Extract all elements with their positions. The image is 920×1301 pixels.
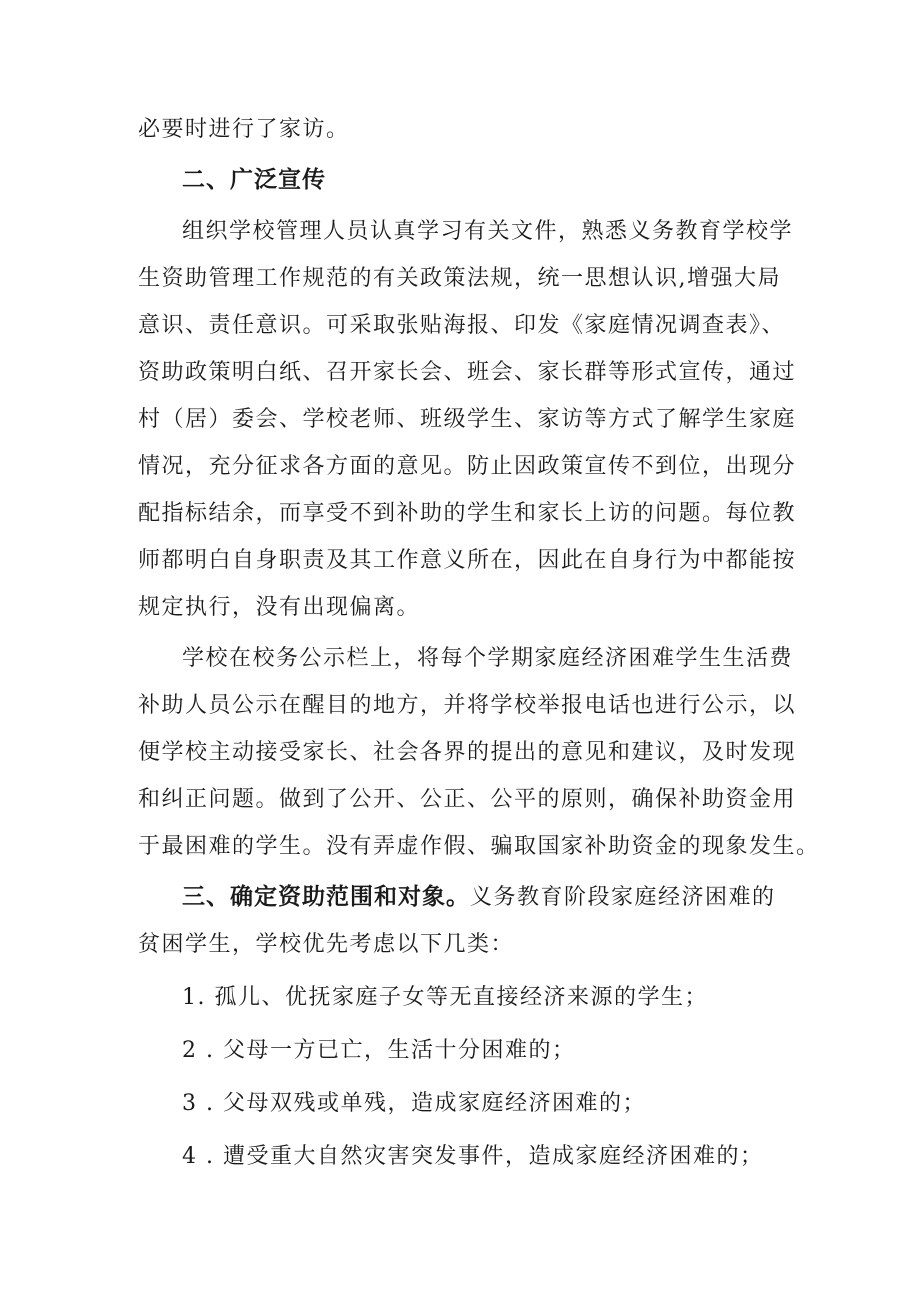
paragraph-line: 便学校主动接受家长、社会各界的提出的意见和建议，及时发现 (138, 740, 797, 765)
paragraph-line: 和纠正问题。做到了公开、公正、公平的原则，确保补助资金用 (138, 787, 797, 812)
list-item: 1. 孤儿、优抚家庭子女等无直接经济来源的学生； (182, 985, 708, 1010)
paragraph-line: 规定执行，没有出现偏离。 (138, 595, 421, 620)
section-2-paragraph-2 (138, 635, 820, 870)
section-3-heading: 三、确定资助范围和对象。 (182, 884, 470, 910)
section-3-lead-line (138, 874, 782, 921)
paragraph-line: 组织学校管理人员认真学习有关文件，熟悉义务教育学校学 (182, 219, 794, 244)
intro-line: 必要时进行了家访。 (138, 117, 350, 142)
section-3-line-2: 贫困学生，学校优先考虑以下几类： (138, 932, 515, 957)
paragraph-line: 村（居）委会、学校老师、班级学生、家访等方式了解学生家庭 (138, 407, 797, 432)
section-2-paragraph-1 (138, 208, 797, 631)
paragraph-line: 于最困难的学生。没有弄虚作假、骗取国家补助资金的现象发生。 (138, 834, 820, 859)
paragraph-line: 配指标结余，而享受不到补助的学生和家长上访的问题。每位教 (138, 501, 797, 526)
paragraph-line: 情况，充分征求各方面的意见。防止因政策宣传不到位，出现分 (138, 454, 797, 479)
paragraph-line: 生资助管理工作规范的有关政策法规，统一思想认识,增强大局 (138, 266, 781, 291)
list-item: 2 . 父母一方已亡，生活十分困难的； (182, 1038, 576, 1063)
paragraph-line: 师都明白自身职责及其工作意义所在，因此在自身行为中都能按 (138, 548, 797, 573)
paragraph-line: 意识、责任意识。可采取张贴海报、印发《家庭情况调查表》、 (138, 313, 786, 338)
paragraph-line: 资助政策明白纸、召开家长会、班会、家长群等形式宣传，通过 (138, 360, 797, 385)
section-3 (138, 874, 782, 1180)
paragraph-line: 学校在校务公示栏上，将每个学期家庭经济困难学生生活费 (182, 646, 794, 671)
section-3-lead-text: 义务教育阶段家庭经济困难的 (470, 885, 776, 910)
list-item: 3 . 父母双残或单残，造成家庭经济困难的； (182, 1091, 646, 1116)
section-2-heading: 二、广泛宣传 (182, 167, 326, 193)
list-item: 4 . 遭受重大自然灾害突发事件，造成家庭经济困难的； (182, 1144, 764, 1169)
paragraph-line: 补助人员公示在醒目的地方，并将学校举报电话也进行公示，以 (138, 693, 797, 718)
